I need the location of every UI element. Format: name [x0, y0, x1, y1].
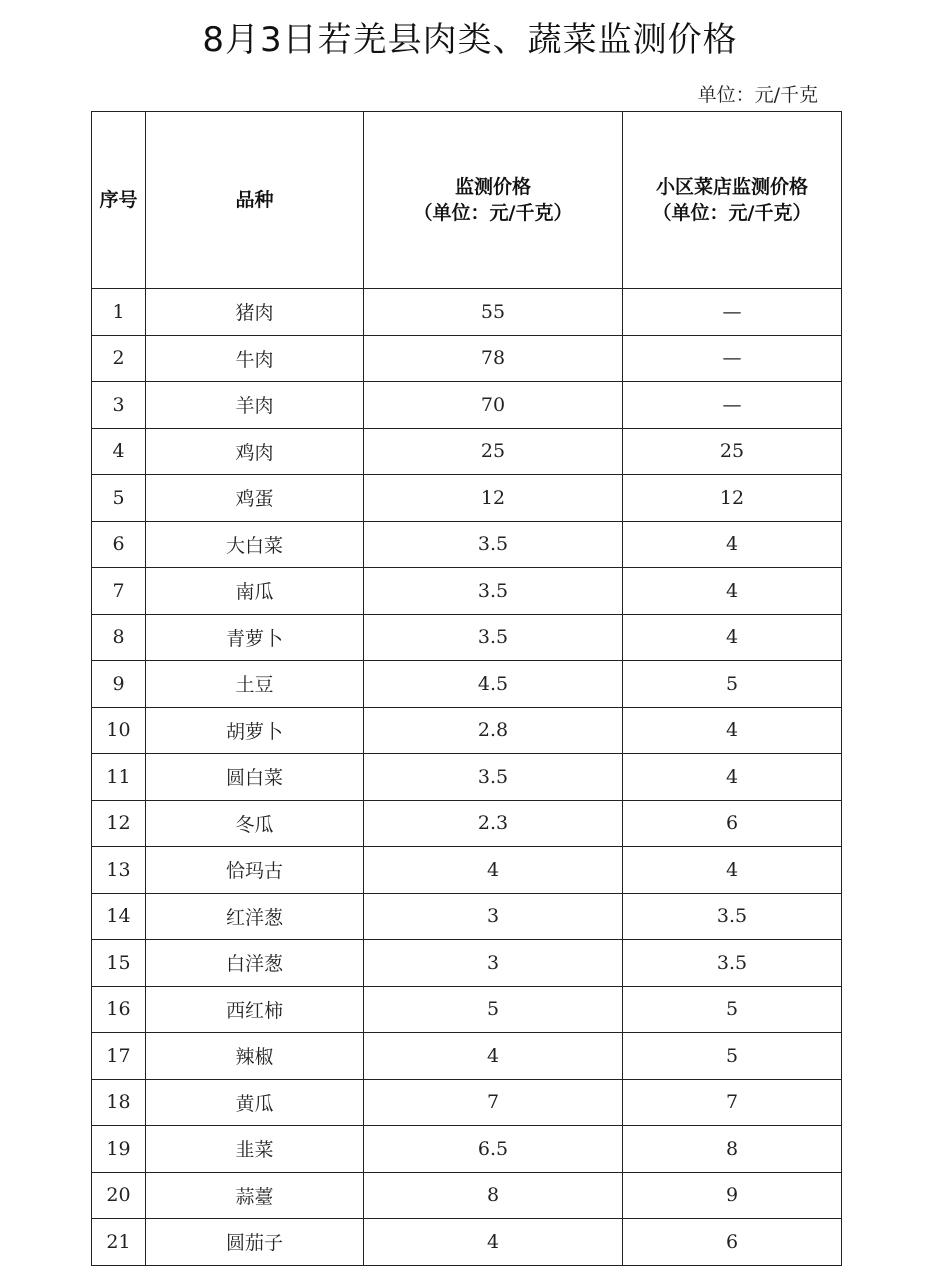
table-row — [92, 800, 842, 847]
table-row — [92, 475, 842, 522]
cell-community-price: 12 — [623, 475, 842, 522]
cell-monitor-price: 3 — [364, 893, 623, 940]
cell-community-price: 4 — [623, 707, 842, 754]
cell-variety: 鸡蛋 — [146, 475, 364, 522]
cell-variety: 冬瓜 — [146, 800, 364, 847]
cell-variety: 黄瓜 — [146, 1079, 364, 1126]
cell-index: 13 — [92, 847, 146, 894]
cell-index: 18 — [92, 1079, 146, 1126]
cell-variety: 牛肉 — [146, 335, 364, 382]
cell-monitor-price: 25 — [364, 428, 623, 475]
cell-community-price: — — [623, 335, 842, 382]
cell-community-price: 4 — [623, 521, 842, 568]
cell-variety: 西红柿 — [146, 986, 364, 1033]
cell-monitor-price: 12 — [364, 475, 623, 522]
cell-index: 14 — [92, 893, 146, 940]
cell-index: 3 — [92, 382, 146, 429]
cell-monitor-price: 3 — [364, 940, 623, 987]
cell-variety: 鸡肉 — [146, 428, 364, 475]
table-row — [92, 1079, 842, 1126]
header-monitor-price — [364, 112, 623, 289]
price-table — [91, 111, 842, 1266]
cell-community-price: 5 — [623, 1033, 842, 1080]
cell-index: 9 — [92, 661, 146, 708]
header-index: 序号 — [92, 112, 146, 289]
cell-variety: 土豆 — [146, 661, 364, 708]
cell-variety: 南瓜 — [146, 568, 364, 615]
cell-community-price: 7 — [623, 1079, 842, 1126]
cell-variety: 圆白菜 — [146, 754, 364, 801]
table-row — [92, 568, 842, 615]
cell-community-price: — — [623, 382, 842, 429]
cell-monitor-price: 55 — [364, 289, 623, 336]
table-row — [92, 754, 842, 801]
cell-index: 11 — [92, 754, 146, 801]
cell-monitor-price: 4.5 — [364, 661, 623, 708]
cell-index: 17 — [92, 1033, 146, 1080]
cell-index: 5 — [92, 475, 146, 522]
cell-community-price: 6 — [623, 1219, 842, 1266]
header-monitor-price-title: 监测价格 — [454, 176, 531, 198]
cell-monitor-price: 8 — [364, 1172, 623, 1219]
cell-monitor-price: 3.5 — [364, 521, 623, 568]
cell-monitor-price: 4 — [364, 847, 623, 894]
cell-index: 19 — [92, 1126, 146, 1173]
table-row — [92, 661, 842, 708]
cell-community-price: 25 — [623, 428, 842, 475]
cell-monitor-price: 78 — [364, 335, 623, 382]
cell-monitor-price: 5 — [364, 986, 623, 1033]
cell-variety: 胡萝卜 — [146, 707, 364, 754]
cell-index: 10 — [92, 707, 146, 754]
table-row — [92, 289, 842, 336]
table-row — [92, 1219, 842, 1266]
cell-variety: 辣椒 — [146, 1033, 364, 1080]
cell-community-price: 8 — [623, 1126, 842, 1173]
table-header-row — [92, 112, 842, 289]
cell-monitor-price: 7 — [364, 1079, 623, 1126]
header-community-price-title: 小区菜店监测价格 — [655, 176, 808, 198]
cell-index: 15 — [92, 940, 146, 987]
cell-variety: 猪肉 — [146, 289, 364, 336]
cell-variety: 红洋葱 — [146, 893, 364, 940]
cell-community-price: — — [623, 289, 842, 336]
cell-community-price: 5 — [623, 661, 842, 708]
cell-monitor-price: 4 — [364, 1219, 623, 1266]
cell-monitor-price: 2.3 — [364, 800, 623, 847]
table-row — [92, 614, 842, 661]
cell-monitor-price: 6.5 — [364, 1126, 623, 1173]
cell-community-price: 5 — [623, 986, 842, 1033]
table-row — [92, 893, 842, 940]
cell-monitor-price: 70 — [364, 382, 623, 429]
table-row — [92, 428, 842, 475]
cell-index: 16 — [92, 986, 146, 1033]
table-row — [92, 1172, 842, 1219]
cell-index: 20 — [92, 1172, 146, 1219]
cell-variety: 白洋葱 — [146, 940, 364, 987]
cell-community-price: 9 — [623, 1172, 842, 1219]
table-row — [92, 335, 842, 382]
cell-index: 7 — [92, 568, 146, 615]
cell-monitor-price: 4 — [364, 1033, 623, 1080]
table-row — [92, 521, 842, 568]
table-row — [92, 382, 842, 429]
table-row — [92, 1126, 842, 1173]
cell-variety: 羊肉 — [146, 382, 364, 429]
cell-index: 1 — [92, 289, 146, 336]
cell-variety: 韭菜 — [146, 1126, 364, 1173]
cell-index: 21 — [92, 1219, 146, 1266]
header-community-price — [623, 112, 842, 289]
cell-community-price: 4 — [623, 847, 842, 894]
cell-variety: 大白菜 — [146, 521, 364, 568]
header-variety: 品种 — [146, 112, 364, 289]
cell-monitor-price: 3.5 — [364, 568, 623, 615]
table-row — [92, 847, 842, 894]
header-monitor-price-unit: （单位：元/千克） — [413, 202, 573, 224]
page-title: 8月3日若羌县肉类、蔬菜监测价格 — [202, 20, 738, 60]
cell-variety: 蒜薹 — [146, 1172, 364, 1219]
cell-index: 8 — [92, 614, 146, 661]
unit-note: 单位：元/千克 — [697, 84, 818, 106]
cell-community-price: 4 — [623, 754, 842, 801]
cell-community-price: 6 — [623, 800, 842, 847]
cell-monitor-price: 2.8 — [364, 707, 623, 754]
table-row — [92, 986, 842, 1033]
cell-index: 12 — [92, 800, 146, 847]
table-body — [92, 289, 842, 1266]
table-row — [92, 707, 842, 754]
cell-community-price: 3.5 — [623, 940, 842, 987]
cell-monitor-price: 3.5 — [364, 754, 623, 801]
cell-variety: 圆茄子 — [146, 1219, 364, 1266]
cell-index: 6 — [92, 521, 146, 568]
cell-monitor-price: 3.5 — [364, 614, 623, 661]
header-community-price-unit: （单位：元/千克） — [652, 202, 812, 224]
cell-variety: 恰玛古 — [146, 847, 364, 894]
table-row — [92, 940, 842, 987]
cell-community-price: 4 — [623, 614, 842, 661]
cell-community-price: 3.5 — [623, 893, 842, 940]
cell-index: 4 — [92, 428, 146, 475]
table-row — [92, 1033, 842, 1080]
cell-index: 2 — [92, 335, 146, 382]
cell-community-price: 4 — [623, 568, 842, 615]
cell-variety: 青萝卜 — [146, 614, 364, 661]
